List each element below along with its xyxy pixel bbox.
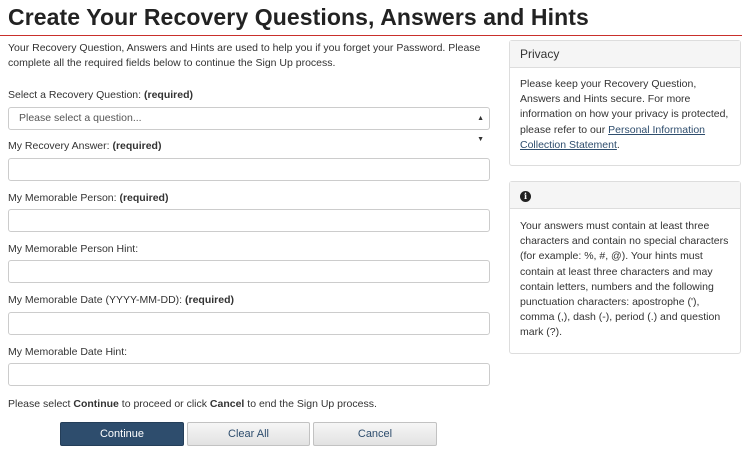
page-title: Create Your Recovery Questions, Answers and Hints: [8, 4, 589, 30]
privacy-panel: [509, 40, 741, 166]
privacy-panel-text-end: .: [616, 138, 620, 151]
memorable-person-label-text: My Memorable Person:: [8, 192, 117, 204]
privacy-panel-text: Please keep your Recovery Question, Answers and Hints secure. For more information on how your privacy is protected, please refer to our: [520, 78, 729, 136]
memorable-person-input[interactable]: [8, 209, 490, 232]
memorable-date-input[interactable]: [8, 312, 490, 335]
clear-all-button[interactable]: Clear All: [187, 422, 310, 446]
footer-text-3: to end the Sign Up process.: [244, 398, 377, 410]
intro-text: Your Recovery Question, Answers and Hints are used to help you if you forget your Password. Please complete all the required fields below to continue the Sign Up process.: [8, 42, 481, 69]
memorable-date-label-text: My Memorable Date (YYYY-MM-DD):: [8, 294, 183, 306]
chevron-down-icon: ▲ ▼: [477, 115, 484, 143]
recovery-question-label: [8, 89, 193, 101]
footer-instructions: [8, 398, 377, 410]
footer-text-2: to proceed or click: [118, 398, 210, 410]
memorable-date-label: [8, 294, 234, 306]
info-panel-body: Your answers must contain at least three characters and contain no special characters (for example: %, #, @). Your hints must contain at least three characters and may contain letters, numbers and the following punctuation characters: apostrophe ('), comma (,), dash (-), period (.) and question mark (?).: [520, 220, 729, 339]
privacy-panel-heading: Privacy: [510, 41, 740, 68]
memorable-person-hint-label: [8, 243, 138, 255]
privacy-statement-link[interactable]: Personal Information Collection Statement: [520, 123, 706, 151]
footer-text-1: Please select: [8, 398, 74, 410]
memorable-date-hint-label-text: My Memorable Date Hint:: [8, 346, 128, 358]
memorable-person-label: [8, 192, 168, 204]
required-tag: (required): [119, 192, 169, 204]
recovery-answer-label-text: My Recovery Answer:: [8, 140, 110, 152]
memorable-person-hint-input[interactable]: [8, 260, 490, 283]
info-icon: i: [520, 191, 531, 202]
required-tag: (required): [184, 294, 234, 306]
recovery-question-label-text: Select a Recovery Question:: [8, 89, 142, 101]
continue-button[interactable]: Continue: [60, 422, 184, 446]
required-tag: (required): [144, 89, 194, 101]
memorable-person-hint-label-text: My Memorable Person Hint:: [8, 243, 139, 255]
recovery-question-select[interactable]: [8, 107, 490, 143]
cancel-button[interactable]: Cancel: [313, 422, 437, 446]
info-panel-heading: [510, 182, 740, 209]
title-divider: [0, 35, 742, 36]
recovery-answer-label: [8, 140, 161, 152]
info-panel: [509, 181, 741, 354]
footer-cancel-word: Cancel: [209, 398, 245, 410]
recovery-answer-input[interactable]: [8, 158, 490, 181]
memorable-date-hint-label: [8, 346, 127, 358]
memorable-date-hint-input[interactable]: [8, 363, 490, 386]
recovery-question-placeholder: Please select a question...: [19, 112, 142, 124]
required-tag: (required): [112, 140, 162, 152]
footer-continue-word: Continue: [73, 398, 119, 410]
privacy-panel-body: [510, 68, 740, 163]
